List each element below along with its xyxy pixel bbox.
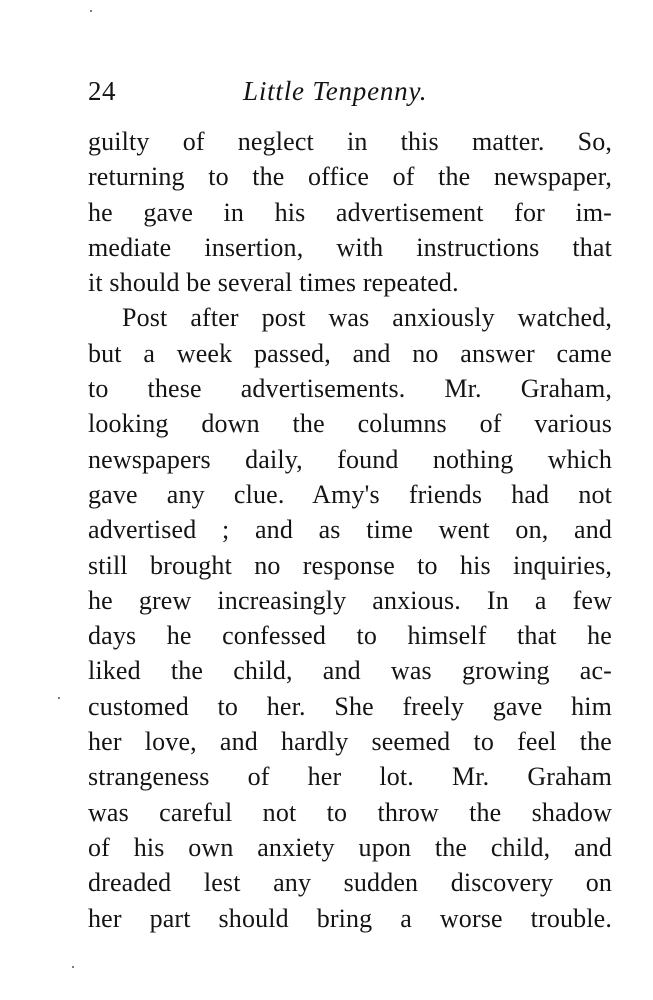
scan-speck — [72, 966, 74, 968]
text-line: looking down the columns of various — [88, 409, 612, 439]
text-line: he gave in his advertisement for im- — [88, 197, 612, 227]
text-line: was careful not to throw the shadow — [88, 797, 612, 827]
text-line: days he confessed to himself that he — [88, 621, 612, 651]
scan-speck — [90, 10, 92, 12]
text-line: guilty of neglect in this matter. So, — [88, 127, 612, 156]
text-line: gave any clue. Amy's friends had not — [88, 479, 612, 509]
text-line: liked the child, and was growing ac- — [88, 656, 612, 686]
scan-speck — [58, 697, 60, 699]
text-line: her part should bring a worse trouble. — [88, 903, 612, 933]
page-header — [88, 74, 612, 114]
text-line: still brought no response to his inquiries, — [88, 550, 612, 580]
text-line: customed to her. She freely gave him — [88, 691, 612, 721]
text-line: it should be several times repeated. — [88, 268, 459, 298]
text-line: newspapers daily, found nothing which — [88, 444, 612, 474]
running-title: Little Tenpenny. — [243, 76, 428, 106]
text-line: he grew increasingly anxious. In a few — [88, 585, 612, 615]
text-line: strangeness of her lot. Mr. Graham — [88, 762, 612, 792]
text-line: mediate insertion, with instructions that — [88, 232, 612, 262]
text-line: her love, and hardly seemed to feel the — [88, 727, 612, 757]
text-line: advertised ; and as time went on, and — [88, 515, 612, 545]
text-line: returning to the office of the newspaper, — [88, 162, 612, 192]
page-number: 24 — [88, 76, 116, 106]
text-line: but a week passed, and no answer came — [88, 338, 612, 368]
text-line: Post after post was anxiously watched, — [122, 303, 612, 333]
text-line: to these advertisements. Mr. Graham, — [88, 374, 612, 404]
text-line: of his own anxiety upon the child, and — [88, 832, 612, 862]
body-text — [88, 124, 612, 936]
text-line: dreaded lest any sudden discovery on — [88, 868, 612, 898]
